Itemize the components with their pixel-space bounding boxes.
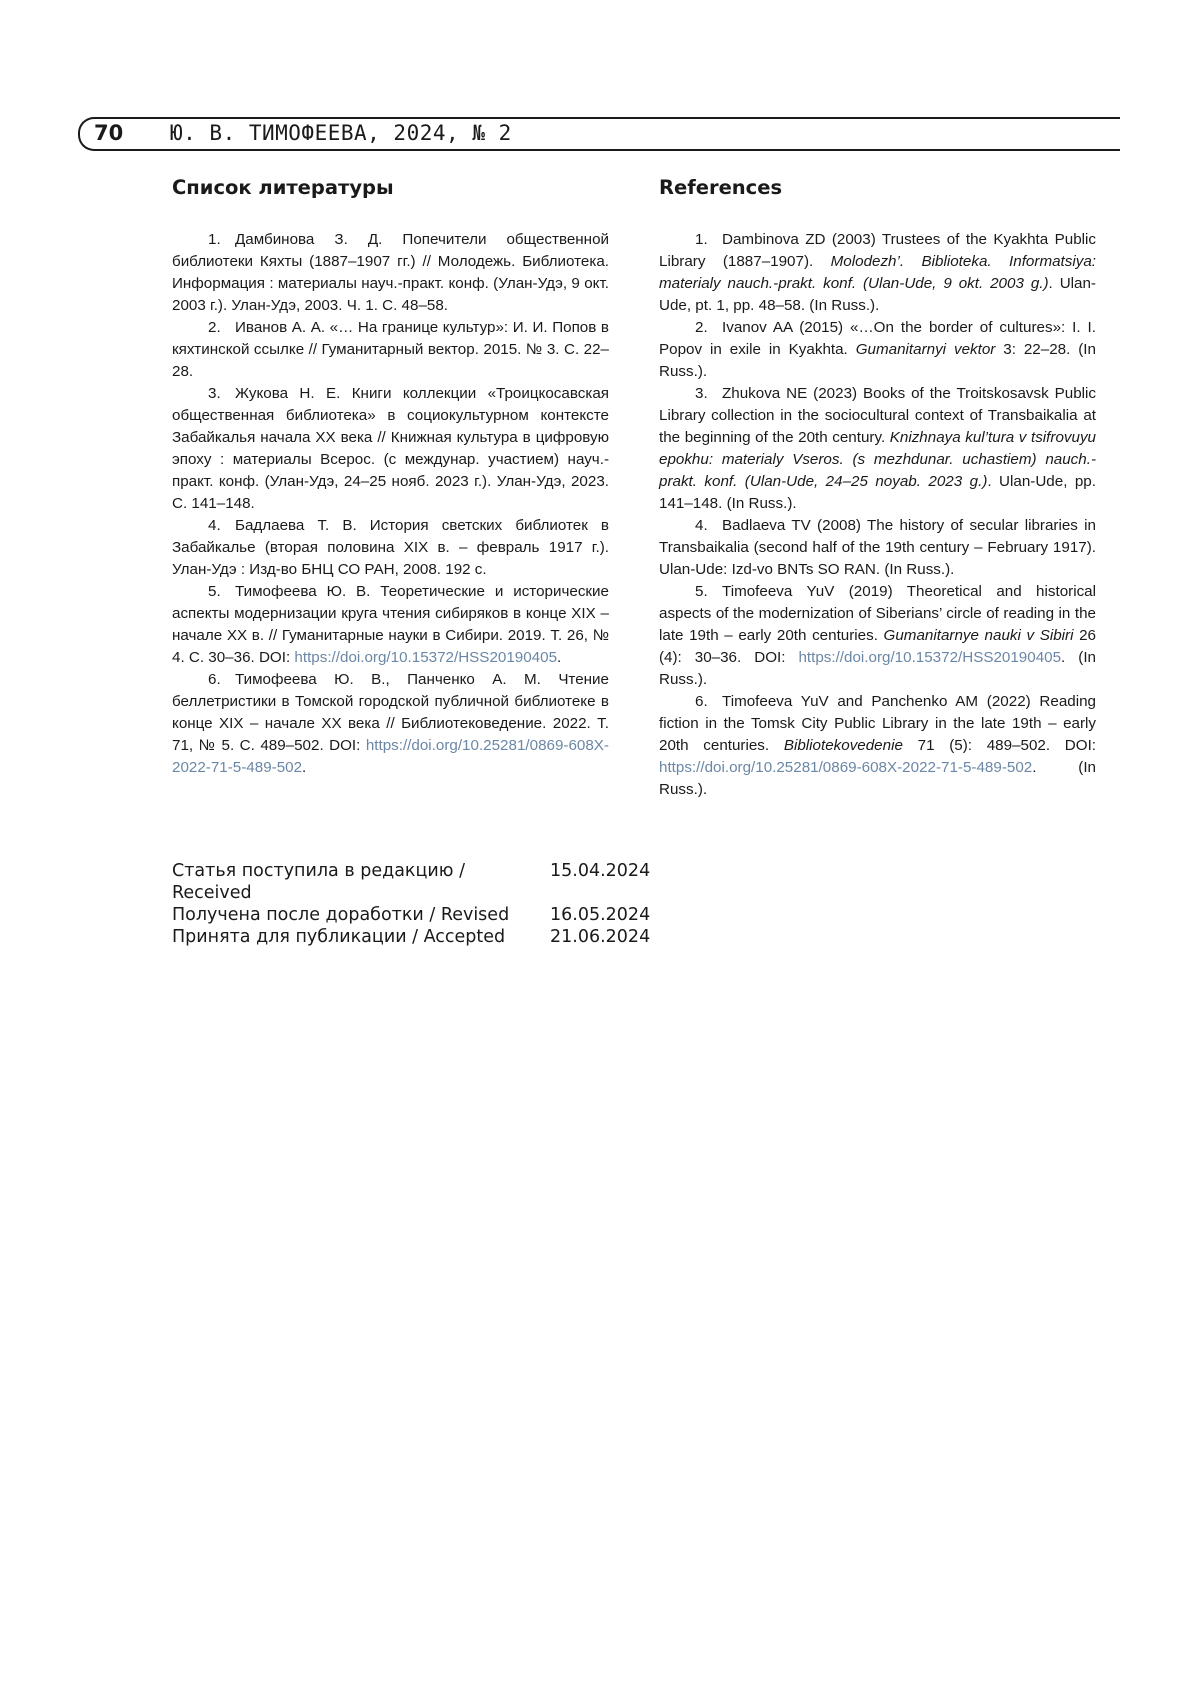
reference-text: . (In Russ.). — [659, 759, 1096, 798]
history-row — [172, 904, 651, 926]
history-label: Получена после доработки / Revised — [172, 905, 510, 925]
reference-text: . (In Russ.). — [659, 649, 1096, 688]
doi-link[interactable]: https://doi.org/10.25281/0869-608X-2022-71-5-489-502 — [659, 759, 1033, 776]
reference-text: 26 (4): 30–36. DOI: — [659, 627, 1096, 666]
reference-item — [659, 691, 1096, 801]
references-ru-list — [172, 229, 609, 779]
reference-item — [659, 229, 1096, 317]
references-en-column — [659, 175, 1096, 801]
reference-text: . — [557, 649, 562, 666]
reference-number: 4. — [208, 517, 221, 534]
references-ru-heading: Список литературы — [172, 176, 394, 199]
reference-item — [659, 317, 1096, 383]
history-row — [172, 860, 651, 904]
reference-number: 3. — [208, 385, 221, 402]
article-history — [172, 860, 651, 948]
reference-text: Timofeeva YuV and Panchenko AM (2022) Reading fiction in the Tomsk City Public Library in the late 19th – early 20th centuries. — [659, 693, 1096, 754]
reference-number: 2. — [208, 319, 221, 336]
source-title: Gumanitarnye nauki v Sibiri — [883, 627, 1074, 644]
reference-item — [172, 581, 609, 669]
reference-item — [659, 515, 1096, 581]
reference-item — [659, 581, 1096, 691]
reference-text: Dambinova ZD (2003) Trustees of the Kyakhta Public Library (1887–1907). — [659, 231, 1096, 270]
reference-text: Тимофеева Ю. В., Панченко А. М. Чтение беллетристики в Томской городской публичной библиотеке в конце XIX – начале XX века // Библиотековедение. 2022. Т. 71, № 5. С. 489–502. DOI: — [172, 671, 609, 754]
reference-text: Тимофеева Ю. В. Теоретические и исторические аспекты модернизации круга чтения сибиряков в конце XIX – начале XX в. // Гуманитарные науки в Сибири. 2019. Т. 26, № 4. С. 30–36. DOI: — [172, 583, 609, 666]
running-header — [78, 117, 1090, 152]
reference-text: Жукова Н. Е. Книги коллекции «Троицкосавская общественная библиотека» в социокультурном контексте Забайкалья начала XX века // Книжная культура в цифровую эпоху : материалы Всерос. (с междунар. участием) науч.-практ. конф. (Улан-Удэ, 24–25 нояб. 2023 г.). Улан-Удэ, 2023. С. 141–148. — [172, 385, 609, 512]
references-ru-column — [172, 175, 609, 779]
reference-item — [172, 229, 609, 317]
reference-text: Zhukova NE (2023) Books of the Troitskosavsk Public Library collection in the sociocultural context of Transbaikalia at the beginning of the 20th century. — [659, 385, 1096, 446]
reference-text: 71 (5): 489–502. DOI: — [902, 737, 1097, 754]
history-row — [172, 926, 651, 948]
reference-item — [172, 317, 609, 383]
reference-number: 2. — [695, 319, 708, 336]
reference-text: Дамбинова З. Д. Попечители общественной библиотеки Кяхты (1887–1907 гг.) // Молодежь. Библиотека. Информация : материалы науч.-практ. конф. (Улан-Удэ, 9 окт. 2003 г.). Улан-Удэ, 2003. Ч. 1. С. 48–58. — [172, 231, 609, 314]
reference-number: 5. — [695, 583, 708, 600]
reference-text: . — [302, 759, 307, 776]
references-en-heading: References — [659, 176, 783, 199]
reference-text: . Ulan-Ude, pt. 1, pp. 48–58. (In Russ.). — [659, 275, 1096, 314]
reference-item — [172, 383, 609, 515]
reference-text: . Ulan-Ude, pp. 141–148. (In Russ.). — [659, 473, 1096, 512]
source-title: Gumanitarnyi vektor — [855, 341, 996, 358]
source-title: Molodezh’. Biblioteka. Informatsiya: materialy nauch.-prakt. konf. (Ulan-Ude, 9 okt. 2003 g.) — [659, 253, 1096, 292]
source-title: Knizhnaya kul’tura v tsifrovuyu epokhu: materialy Vseros. (s mezhdunar. uchastiem) nauch.-prakt. konf. (Ulan-Ude, 24–25 noyab. 2023 g.) — [659, 429, 1096, 490]
history-date: 21.06.2024 — [550, 927, 651, 947]
reference-number: 6. — [208, 671, 221, 688]
reference-text: Бадлаева Т. В. История светских библиотек в Забайкалье (вторая половина XIX в. – февраль 1917 г.). Улан-Удэ : Изд-во БНЦ СО РАН, 2008. 192 с. — [172, 517, 609, 578]
doi-link[interactable]: https://doi.org/10.15372/HSS20190405 — [798, 649, 1062, 666]
reference-number: 5. — [208, 583, 221, 600]
references-en-list — [659, 229, 1096, 801]
history-label: Принята для публикации / Accepted — [172, 927, 506, 947]
history-date: 16.05.2024 — [550, 905, 651, 925]
reference-text: Ivanov AA (2015) «…On the border of cultures»: I. I. Popov in exile in Kyakhta. — [659, 319, 1096, 358]
doi-link[interactable]: https://doi.org/10.25281/0869-608X-2022-71-5-489-502 — [172, 737, 609, 776]
reference-number: 1. — [695, 231, 708, 248]
reference-item — [659, 383, 1096, 515]
running-title: Ю. В. ТИМОФЕЕВА, 2024, № 2 — [170, 121, 512, 145]
source-title: Bibliotekovedenie — [783, 737, 903, 754]
reference-item — [172, 515, 609, 581]
reference-text: Иванов А. А. «… На границе культур»: И. И. Попов в кяхтинской ссылке // Гуманитарный вектор. 2015. № 3. С. 22–28. — [172, 319, 609, 380]
reference-number: 4. — [695, 517, 708, 534]
reference-number: 3. — [695, 385, 708, 402]
reference-text: Timofeeva YuV (2019) Theoretical and historical aspects of the modernization of Siberians’ circle of reading in the late 19th – early 20th centuries. — [659, 583, 1096, 644]
reference-text: Badlaeva TV (2008) The history of secular libraries in Transbaikalia (second half of the 19th century – February 1917). Ulan-Ude: Izd-vo BNTs SO RAN. (In Russ.). — [659, 517, 1096, 578]
page-number: 70 — [94, 121, 124, 145]
history-label: Статья поступила в редакцию / Received — [172, 861, 465, 903]
reference-number: 6. — [695, 693, 708, 710]
reference-text: 3: 22–28. (In Russ.). — [659, 341, 1096, 380]
reference-item — [172, 669, 609, 779]
reference-number: 1. — [208, 231, 221, 248]
doi-link[interactable]: https://doi.org/10.15372/HSS20190405 — [294, 649, 558, 666]
history-date: 15.04.2024 — [550, 861, 651, 881]
